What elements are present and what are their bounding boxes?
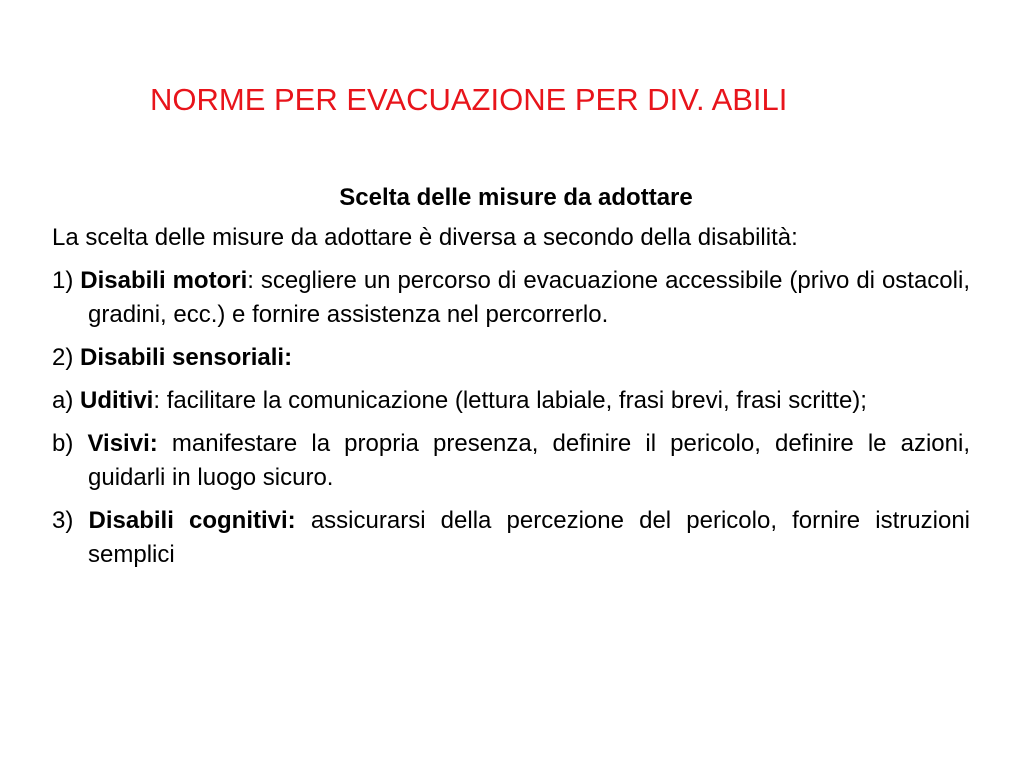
list-item-prefix: 1)	[52, 267, 81, 294]
list-item-label: Disabili motori	[80, 267, 248, 294]
list-item-text: manifestare la propria presenza, definire il pericolo, definire le azioni, guidarli in luogo sicuro.	[88, 430, 970, 491]
list-item-visivi	[52, 427, 970, 495]
slide-body	[52, 181, 970, 581]
list-item-disabili-sensoriali	[52, 341, 970, 375]
list-item-text: : scegliere un percorso di evacuazione accessibile (privo di ostacoli, gradini, ecc.) e fornire assistenza nel percorrerlo.	[88, 267, 970, 328]
section-heading: Scelta delle misure da adottare	[339, 184, 693, 211]
list-item-disabili-cognitivi	[52, 504, 970, 572]
list-item-label: Disabili cognitivi:	[88, 507, 296, 534]
list-item-text: : facilitare la comunicazione (lettura labiale, frasi brevi, frasi scritte);	[153, 387, 867, 414]
list-item-prefix: 3)	[52, 507, 89, 534]
list-item-label: Uditivi	[80, 387, 154, 414]
list-item-label: Disabili sensoriali:	[80, 344, 293, 371]
list-item-label: Visivi:	[87, 430, 158, 457]
list-item-disabili-motori	[52, 264, 970, 332]
list-item-prefix: 2)	[52, 344, 81, 371]
list-item-uditivi	[52, 384, 970, 418]
list-item-prefix: a)	[52, 387, 81, 414]
intro-paragraph: La scelta delle misure da adottare è diversa a secondo della disabilità:	[52, 224, 798, 251]
slide-title: NORME PER EVACUAZIONE PER DIV. ABILI	[150, 82, 788, 117]
list-item-prefix: b)	[52, 430, 88, 457]
list-item-text: assicurarsi della percezione del pericolo, fornire istruzioni semplici	[88, 507, 971, 568]
